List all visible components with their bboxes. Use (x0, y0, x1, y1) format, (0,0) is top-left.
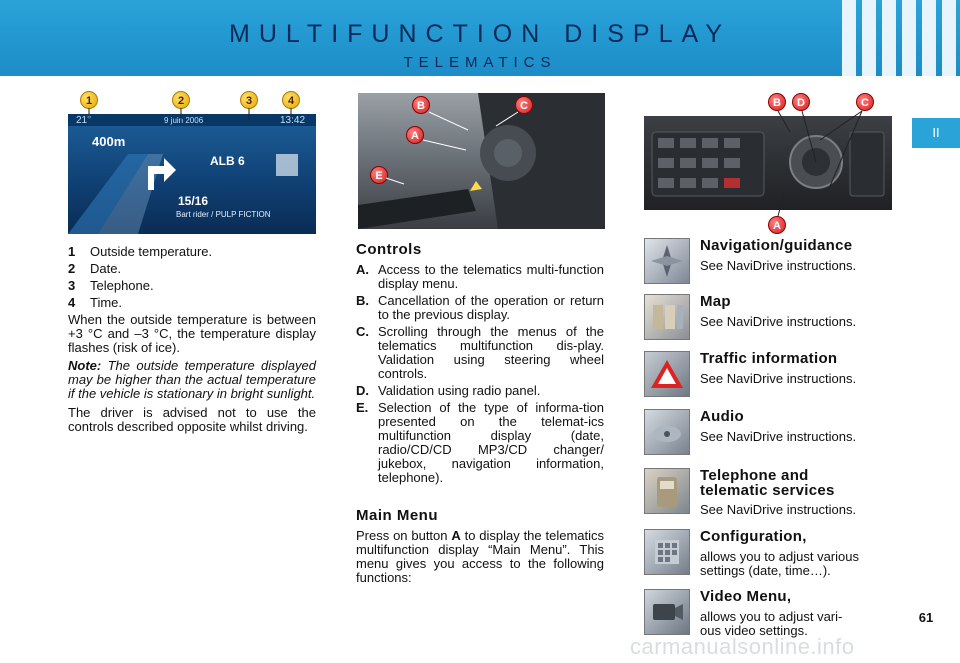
screen-track: 15/16 (178, 194, 209, 208)
page-number: 61 (918, 610, 934, 625)
driver-advice-paragraph: The driver is advised not to use the controls described opposite whilst driving. (68, 405, 316, 434)
function-map[interactable]: Map See NaviDrive instructions. (644, 294, 894, 340)
function-telephone[interactable]: Telephone and telematic services See NaviDrive instructions. (644, 468, 894, 516)
function-configuration[interactable]: Configuration, allows you to adjust various settings (date, time…). (644, 529, 894, 577)
telephone-icon (644, 468, 690, 514)
badge-wheel-a: A (406, 126, 424, 144)
controls-heading: Controls (356, 241, 422, 258)
screen-time: 13:42 (280, 115, 306, 126)
screen-date: 9 juin 2006 (164, 116, 204, 125)
control-item-a: A. Access to the telematics multi-function display menu. (356, 262, 604, 291)
badge-radio-a: A (768, 216, 786, 234)
function-navigation[interactable]: Navigation/guidance See NaviDrive instructions. (644, 238, 894, 284)
audio-icon (644, 409, 690, 455)
badge-wheel-e: E (370, 166, 388, 184)
main-menu-heading: Main Menu (356, 507, 438, 524)
traffic-warning-icon (644, 351, 690, 397)
badge-2: 2 (172, 91, 190, 109)
control-item-d: D. Validation using radio panel. (356, 383, 541, 398)
controls-column (356, 243, 604, 585)
function-traffic[interactable]: Traffic information See NaviDrive instructions. (644, 351, 894, 397)
screen-track-label: Bart rider / PULP FICTION (176, 210, 271, 219)
badge-radio-d: D (792, 93, 810, 111)
section-tab[interactable]: II (912, 118, 960, 148)
function-video[interactable]: Video Menu, allows you to adjust vari- ous video settings. (644, 589, 894, 637)
map-icon (644, 294, 690, 340)
badge-wheel-c: C (515, 96, 533, 114)
left-column (68, 245, 316, 434)
navigation-icon (644, 238, 690, 284)
badge-radio-c: C (856, 93, 874, 111)
badge-4: 4 (282, 91, 300, 109)
video-camera-icon (644, 589, 690, 635)
note-text: The outside temperature displayed may be higher than the actual temperature if the vehicle is stationary in bright sunlight. (68, 358, 316, 401)
list-item: 1 Outside temperature. (68, 244, 213, 259)
list-item: 4 Time. (68, 295, 123, 310)
badge-3: 3 (240, 91, 258, 109)
temperature-paragraph: When the outside temperature is between +3 °C and –3 °C, the temperature display flashes (risk of ice). (68, 312, 316, 355)
button-a-ref: A (451, 528, 461, 543)
watermark: carmanualsonline.info (630, 634, 855, 659)
page-subtitle: TELEMATICS (403, 54, 557, 71)
screen-road: ALB 6 (210, 154, 245, 168)
list-item: 2 Date. (68, 261, 122, 276)
configuration-icon (644, 529, 690, 575)
function-audio[interactable]: Audio See NaviDrive instructions. (644, 409, 894, 455)
main-menu-paragraph: Press on button A to display the telematics multifunction display “Main Menu”. This menu gives you access to the following functions: (356, 528, 604, 585)
control-item-c: C. Scrolling through the menus of the telematics multifunction dis-play. Validation using steering wheel controls. (356, 324, 604, 381)
note-paragraph (68, 359, 316, 401)
control-item-b: B. Cancellation of the operation or return to the previous display. (356, 293, 604, 322)
badge-wheel-b: B (412, 96, 430, 114)
badge-1: 1 (80, 91, 98, 109)
control-item-e: E. Selection of the type of informa-tion presented on the telemat-ics multifunction display (date, radio/CD/CD MP3/CD changer/ jukebox, navigation information, telephone). (356, 400, 604, 485)
list-item: 3 Telephone. (68, 278, 154, 293)
note-label: Note: (68, 358, 102, 373)
screen-distance: 400m (92, 134, 126, 149)
badge-radio-b: B (768, 93, 786, 111)
screen-temp: 21° (76, 115, 92, 126)
page-title: MULTIFUNCTION DISPLAY (229, 20, 731, 48)
